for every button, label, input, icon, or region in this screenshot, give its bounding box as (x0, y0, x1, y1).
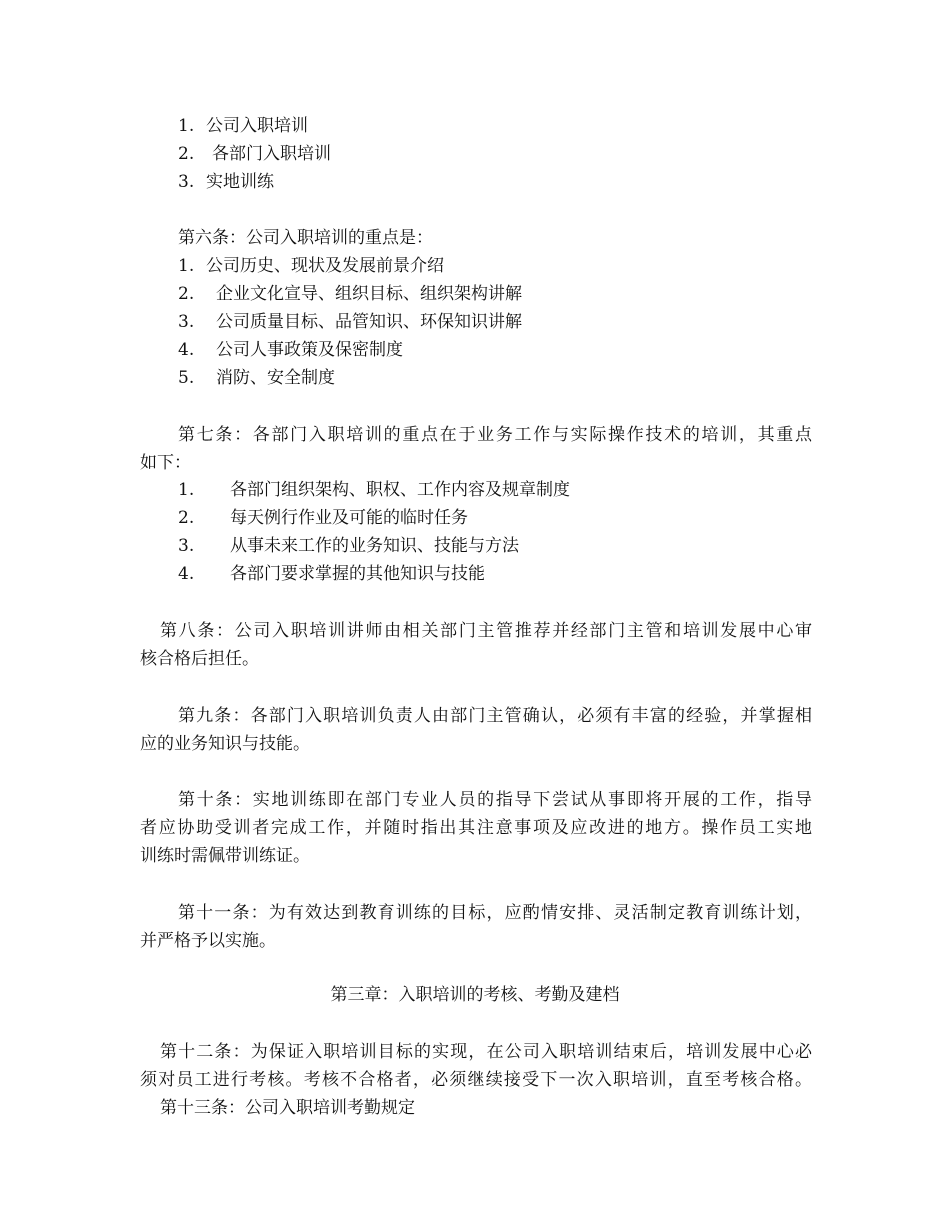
list-item: 2. 各部门入职培训 (178, 144, 331, 164)
article-7-line: 如下： (140, 453, 191, 473)
article-13-line: 第十三条：公司入职培训考勤规定 (160, 1098, 415, 1118)
list-item: 1. 公司入职培训 (178, 116, 308, 136)
list-item: 3. 公司质量目标、品管知识、环保知识讲解 (178, 312, 522, 332)
article-12-line: 第十二条：为保证入职培训目标的实现，在公司入职培训结束后，培训发展中心必 (160, 1042, 812, 1062)
list-item: 5. 消防、安全制度 (178, 368, 335, 388)
article-8-line: 核合格后担任。 (140, 649, 259, 669)
list-item: 2. 企业文化宣导、组织目标、组织架构讲解 (178, 284, 522, 304)
article-9-line: 应的业务知识与技能。 (140, 734, 310, 754)
article-8-line: 第八条：公司入职培训讲师由相关部门主管推荐并经部门主管和培训发展中心审 (160, 621, 812, 641)
article-10-line: 训练时需佩带训练证。 (140, 846, 310, 866)
article-10-line: 第十条：实地训练即在部门专业人员的指导下尝试从事即将开展的工作，指导 (178, 790, 812, 810)
article-6-heading: 第六条：公司入职培训的重点是： (178, 228, 433, 248)
article-9-line: 第九条：各部门入职培训负责人由部门主管确认，必须有丰富的经验，并掌握相 (178, 706, 812, 726)
list-item: 2. 每天例行作业及可能的临时任务 (178, 508, 468, 528)
article-11-line: 并严格予以实施。 (140, 931, 276, 951)
chapter-title: 第三章：入职培训的考核、考勤及建档 (330, 985, 620, 1005)
list-item: 1. 公司历史、现状及发展前景介绍 (178, 256, 444, 276)
list-item: 4. 公司人事政策及保密制度 (178, 340, 403, 360)
article-11-line: 第十一条：为有效达到教育训练的目标，应酌情安排、灵活制定教育训练计划， (178, 903, 812, 923)
list-item: 4. 各部门要求掌握的其他知识与技能 (178, 564, 485, 584)
list-item: 3. 从事未来工作的业务知识、技能与方法 (178, 536, 519, 556)
article-12-line: 须对员工进行考核。考核不合格者，必须继续接受下一次入职培训，直至考核合格。 (140, 1070, 812, 1090)
list-item: 1. 各部门组织架构、职权、工作内容及规章制度 (178, 480, 570, 500)
article-10-line: 者应协助受训者完成工作，并随时指出其注意事项及应改进的地方。操作员工实地 (140, 818, 812, 838)
article-7-line: 第七条：各部门入职培训的重点在于业务工作与实际操作技术的培训，其重点 (178, 425, 812, 445)
list-item: 3. 实地训练 (178, 172, 274, 192)
